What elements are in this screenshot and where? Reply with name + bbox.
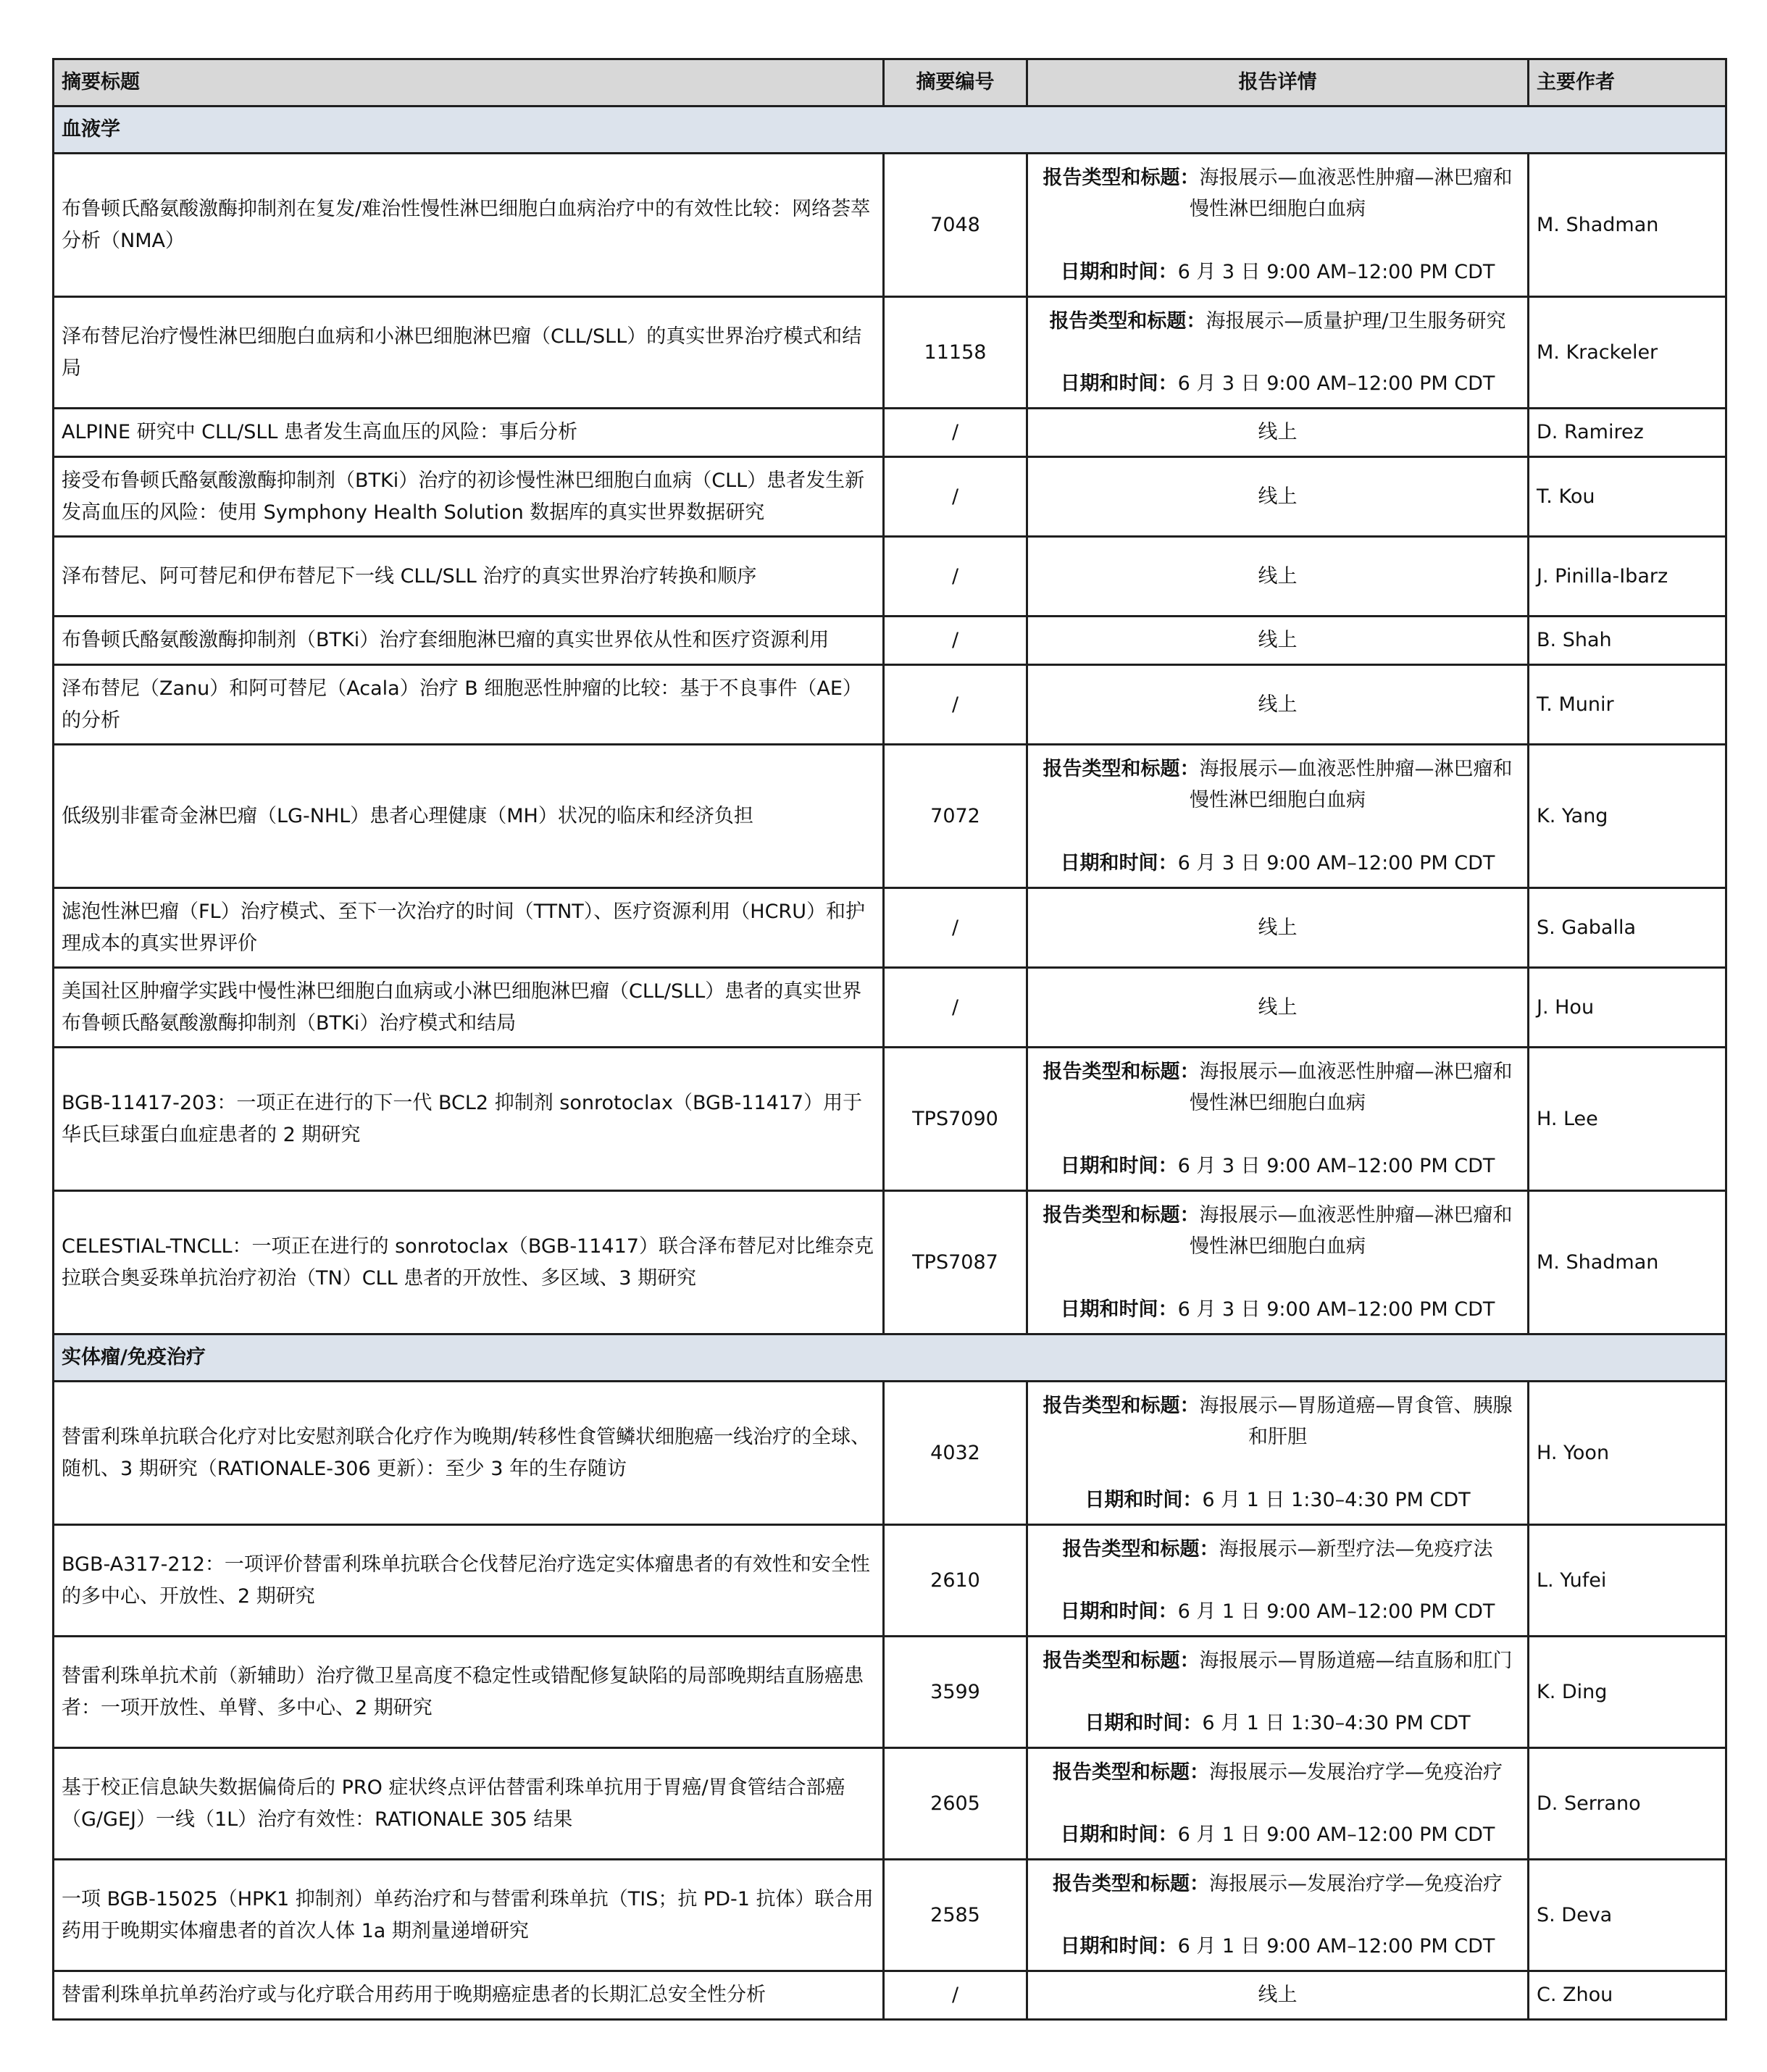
abstract-number: / bbox=[884, 888, 1027, 968]
lead-author: T. Kou bbox=[1529, 457, 1726, 537]
datetime-value: 6 月 3 日 9:00 AM–12:00 PM CDT bbox=[1177, 260, 1495, 283]
table-row bbox=[54, 1860, 1726, 1971]
lead-author: M. Shadman bbox=[1529, 154, 1726, 297]
datetime-label: 日期和时间： bbox=[1060, 1824, 1178, 1846]
report-online: 线上 bbox=[1027, 617, 1529, 665]
abstract-title: 美国社区肿瘤学实践中慢性淋巴细胞白血病或小淋巴细胞淋巴瘤（CLL/SLL）患者的真实世界布鲁顿氏酪氨酸激酶抑制剂（BTKi）治疗模式和结局 bbox=[54, 968, 884, 1048]
lead-author: T. Munir bbox=[1529, 665, 1726, 745]
report-online: 线上 bbox=[1027, 968, 1529, 1048]
abstract-number: TPS7090 bbox=[884, 1048, 1027, 1191]
abstract-title: 布鲁顿氏酪氨酸激酶抑制剂（BTKi）治疗套细胞淋巴瘤的真实世界依从性和医疗资源利用 bbox=[54, 617, 884, 665]
report-type-label: 报告类型和标题： bbox=[1049, 309, 1206, 333]
section-title: 血液学 bbox=[54, 106, 1726, 154]
datetime-label: 日期和时间： bbox=[1060, 851, 1178, 874]
table-row bbox=[54, 968, 1726, 1048]
table-body bbox=[54, 106, 1726, 2020]
report-type-value: 海报展示—发展治疗学—免疫治疗 bbox=[1209, 1872, 1503, 1895]
datetime-label: 日期和时间： bbox=[1085, 1488, 1203, 1511]
abstract-number: 7048 bbox=[884, 154, 1027, 297]
datetime-value: 6 月 3 日 9:00 AM–12:00 PM CDT bbox=[1177, 1154, 1495, 1177]
report-type-value: 海报展示—发展治疗学—免疫治疗 bbox=[1209, 1760, 1503, 1784]
abstract-number: / bbox=[884, 617, 1027, 665]
abstract-number: 2585 bbox=[884, 1860, 1027, 1971]
datetime-value: 6 月 1 日 9:00 AM–12:00 PM CDT bbox=[1177, 1824, 1495, 1846]
datetime-value: 6 月 1 日 1:30–4:30 PM CDT bbox=[1202, 1488, 1471, 1511]
abstract-number: 2610 bbox=[884, 1525, 1027, 1637]
abstract-title: 替雷利珠单抗联合化疗对比安慰剂联合化疗作为晚期/转移性食管鳞状细胞癌一线治疗的全球、随机、3 期研究（RATIONALE-306 更新）：至少 3 年的生存随访 bbox=[54, 1382, 884, 1525]
abstract-title: 一项 BGB-15025（HPK1 抑制剂）单药治疗和与替雷利珠单抗（TIS；抗 PD-1 抗体）联合用药用于晚期实体瘤患者的首次人体 1a 期剂量递增研究 bbox=[54, 1860, 884, 1971]
report-type-value: 海报展示—胃肠道癌—胃食管、胰腺和肝胆 bbox=[1199, 1395, 1513, 1449]
lead-author: K. Yang bbox=[1529, 745, 1726, 888]
report-type-label: 报告类型和标题： bbox=[1043, 1061, 1200, 1084]
report-type-label: 报告类型和标题： bbox=[1043, 167, 1200, 190]
report-type-label: 报告类型和标题： bbox=[1053, 1760, 1209, 1784]
abstract-title: 替雷利珠单抗术前（新辅助）治疗微卫星高度不稳定性或错配修复缺陷的局部晚期结直肠癌患者：一项开放性、单臂、多中心、2 期研究 bbox=[54, 1637, 884, 1748]
datetime-value: 6 月 1 日 9:00 AM–12:00 PM CDT bbox=[1177, 1600, 1495, 1623]
report-details bbox=[1027, 1637, 1529, 1748]
section-title: 实体瘤/免疫治疗 bbox=[54, 1334, 1726, 1382]
table-row bbox=[54, 297, 1726, 409]
abstract-number: / bbox=[884, 968, 1027, 1048]
header-abstract-number: 摘要编号 bbox=[884, 59, 1027, 106]
table-row bbox=[54, 537, 1726, 617]
report-type-value: 海报展示—质量护理/卫生服务研究 bbox=[1206, 309, 1506, 333]
report-details bbox=[1027, 154, 1529, 297]
datetime-label: 日期和时间： bbox=[1060, 1935, 1178, 1958]
lead-author: J. Hou bbox=[1529, 968, 1726, 1048]
table-row bbox=[54, 665, 1726, 745]
datetime-label: 日期和时间： bbox=[1060, 1600, 1178, 1623]
lead-author: C. Zhou bbox=[1529, 1971, 1726, 2020]
datetime-label: 日期和时间： bbox=[1060, 1298, 1178, 1321]
report-type-label: 报告类型和标题： bbox=[1043, 1395, 1200, 1418]
section-row bbox=[54, 1334, 1726, 1382]
table-row bbox=[54, 617, 1726, 665]
abstract-number: / bbox=[884, 409, 1027, 457]
report-type-label: 报告类型和标题： bbox=[1062, 1537, 1219, 1561]
datetime-label: 日期和时间： bbox=[1060, 260, 1178, 283]
header-row bbox=[54, 59, 1726, 106]
datetime-value: 6 月 3 日 9:00 AM–12:00 PM CDT bbox=[1177, 1298, 1495, 1321]
abstract-title: ALPINE 研究中 CLL/SLL 患者发生高血压的风险：事后分析 bbox=[54, 409, 884, 457]
table-row bbox=[54, 1637, 1726, 1748]
abstract-number: 3599 bbox=[884, 1637, 1027, 1748]
lead-author: M. Shadman bbox=[1529, 1191, 1726, 1334]
abstract-title: 布鲁顿氏酪氨酸激酶抑制剂在复发/难治性慢性淋巴细胞白血病治疗中的有效性比较：网络荟萃分析（NMA） bbox=[54, 154, 884, 297]
report-online: 线上 bbox=[1027, 1971, 1529, 2020]
lead-author: J. Pinilla-Ibarz bbox=[1529, 537, 1726, 617]
abstract-title: BGB-A317-212：一项评价替雷利珠单抗联合仑伐替尼治疗选定实体瘤患者的有效性和安全性的多中心、开放性、2 期研究 bbox=[54, 1525, 884, 1637]
table-row bbox=[54, 888, 1726, 968]
header-abstract-title: 摘要标题 bbox=[54, 59, 884, 106]
header-lead-author: 主要作者 bbox=[1529, 59, 1726, 106]
abstract-title: 基于校正信息缺失数据偏倚后的 PRO 症状终点评估替雷利珠单抗用于胃癌/胃食管结合部癌（G/GEJ）一线（1L）治疗有效性：RATIONALE 305 结果 bbox=[54, 1748, 884, 1860]
datetime-value: 6 月 1 日 9:00 AM–12:00 PM CDT bbox=[1177, 1935, 1495, 1958]
lead-author: H. Lee bbox=[1529, 1048, 1726, 1191]
report-type-value: 海报展示—血液恶性肿瘤—淋巴瘤和慢性淋巴细胞白血病 bbox=[1190, 758, 1513, 812]
abstract-number: / bbox=[884, 1971, 1027, 2020]
report-type-value: 海报展示—新型疗法—免疫疗法 bbox=[1219, 1537, 1493, 1561]
report-details bbox=[1027, 1748, 1529, 1860]
abstracts-table bbox=[52, 58, 1727, 2021]
abstract-title: 替雷利珠单抗单药治疗或与化疗联合用药用于晚期癌症患者的长期汇总安全性分析 bbox=[54, 1971, 884, 2020]
abstract-number: 11158 bbox=[884, 297, 1027, 409]
abstract-number: / bbox=[884, 457, 1027, 537]
report-online: 线上 bbox=[1027, 409, 1529, 457]
lead-author: K. Ding bbox=[1529, 1637, 1726, 1748]
table-row bbox=[54, 154, 1726, 297]
report-details bbox=[1027, 297, 1529, 409]
lead-author: S. Deva bbox=[1529, 1860, 1726, 1971]
report-details bbox=[1027, 1382, 1529, 1525]
report-online: 线上 bbox=[1027, 888, 1529, 968]
header-report-details: 报告详情 bbox=[1027, 59, 1529, 106]
report-type-label: 报告类型和标题： bbox=[1053, 1872, 1209, 1895]
abstract-title: 低级别非霍奇金淋巴瘤（LG-NHL）患者心理健康（MH）状况的临床和经济负担 bbox=[54, 745, 884, 888]
table-row bbox=[54, 409, 1726, 457]
datetime-value: 6 月 3 日 9:00 AM–12:00 PM CDT bbox=[1177, 372, 1495, 395]
table-row bbox=[54, 1382, 1726, 1525]
datetime-label: 日期和时间： bbox=[1060, 372, 1178, 395]
abstract-number: 2605 bbox=[884, 1748, 1027, 1860]
lead-author: L. Yufei bbox=[1529, 1525, 1726, 1637]
lead-author: M. Krackeler bbox=[1529, 297, 1726, 409]
report-details bbox=[1027, 1191, 1529, 1334]
abstract-title: 泽布替尼、阿可替尼和伊布替尼下一线 CLL/SLL 治疗的真实世界治疗转换和顺序 bbox=[54, 537, 884, 617]
report-type-label: 报告类型和标题： bbox=[1043, 1649, 1200, 1672]
abstract-title: CELESTIAL-TNCLL：一项正在进行的 sonrotoclax（BGB-11417）联合泽布替尼对比维奈克拉联合奥妥珠单抗治疗初治（TN）CLL 患者的开放性、多区域、3 期研究 bbox=[54, 1191, 884, 1334]
table-row bbox=[54, 1525, 1726, 1637]
abstract-title: 接受布鲁顿氏酪氨酸激酶抑制剂（BTKi）治疗的初诊慢性淋巴细胞白血病（CLL）患者发生新发高血压的风险：使用 Symphony Health Solution 数据库的真实世界数据研究 bbox=[54, 457, 884, 537]
lead-author: B. Shah bbox=[1529, 617, 1726, 665]
section-row bbox=[54, 106, 1726, 154]
datetime-value: 6 月 1 日 1:30–4:30 PM CDT bbox=[1202, 1712, 1471, 1734]
report-online: 线上 bbox=[1027, 665, 1529, 745]
report-type-value: 海报展示—血液恶性肿瘤—淋巴瘤和慢性淋巴细胞白血病 bbox=[1190, 1204, 1513, 1258]
abstract-number: TPS7087 bbox=[884, 1191, 1027, 1334]
report-type-value: 海报展示—血液恶性肿瘤—淋巴瘤和慢性淋巴细胞白血病 bbox=[1190, 167, 1513, 221]
report-type-label: 报告类型和标题： bbox=[1043, 758, 1200, 781]
report-type-label: 报告类型和标题： bbox=[1043, 1204, 1200, 1227]
datetime-label: 日期和时间： bbox=[1060, 1154, 1178, 1177]
report-details bbox=[1027, 1048, 1529, 1191]
lead-author: S. Gaballa bbox=[1529, 888, 1726, 968]
report-details bbox=[1027, 1860, 1529, 1971]
abstract-number: / bbox=[884, 665, 1027, 745]
datetime-value: 6 月 3 日 9:00 AM–12:00 PM CDT bbox=[1177, 851, 1495, 874]
table-row bbox=[54, 1971, 1726, 2020]
abstract-title: 泽布替尼治疗慢性淋巴细胞白血病和小淋巴细胞淋巴瘤（CLL/SLL）的真实世界治疗模式和结局 bbox=[54, 297, 884, 409]
table-row bbox=[54, 457, 1726, 537]
table-row bbox=[54, 1191, 1726, 1334]
report-online: 线上 bbox=[1027, 537, 1529, 617]
table-row bbox=[54, 1048, 1726, 1191]
lead-author: H. Yoon bbox=[1529, 1382, 1726, 1525]
report-details bbox=[1027, 745, 1529, 888]
report-type-value: 海报展示—胃肠道癌—结直肠和肛门 bbox=[1199, 1649, 1513, 1672]
lead-author: D. Serrano bbox=[1529, 1748, 1726, 1860]
report-type-value: 海报展示—血液恶性肿瘤—淋巴瘤和慢性淋巴细胞白血病 bbox=[1190, 1061, 1513, 1115]
abstract-number: 4032 bbox=[884, 1382, 1027, 1525]
table-row bbox=[54, 745, 1726, 888]
lead-author: D. Ramirez bbox=[1529, 409, 1726, 457]
datetime-label: 日期和时间： bbox=[1085, 1712, 1203, 1734]
abstract-number: 7072 bbox=[884, 745, 1027, 888]
report-details bbox=[1027, 1525, 1529, 1637]
abstract-title: BGB-11417-203：一项正在进行的下一代 BCL2 抑制剂 sonrotoclax（BGB-11417）用于华氏巨球蛋白血症患者的 2 期研究 bbox=[54, 1048, 884, 1191]
table-row bbox=[54, 1748, 1726, 1860]
abstract-title: 滤泡性淋巴瘤（FL）治疗模式、至下一次治疗的时间（TTNT）、医疗资源利用（HCRU）和护理成本的真实世界评价 bbox=[54, 888, 884, 968]
abstract-number: / bbox=[884, 537, 1027, 617]
abstract-title: 泽布替尼（Zanu）和阿可替尼（Acala）治疗 B 细胞恶性肿瘤的比较：基于不良事件（AE）的分析 bbox=[54, 665, 884, 745]
report-online: 线上 bbox=[1027, 457, 1529, 537]
